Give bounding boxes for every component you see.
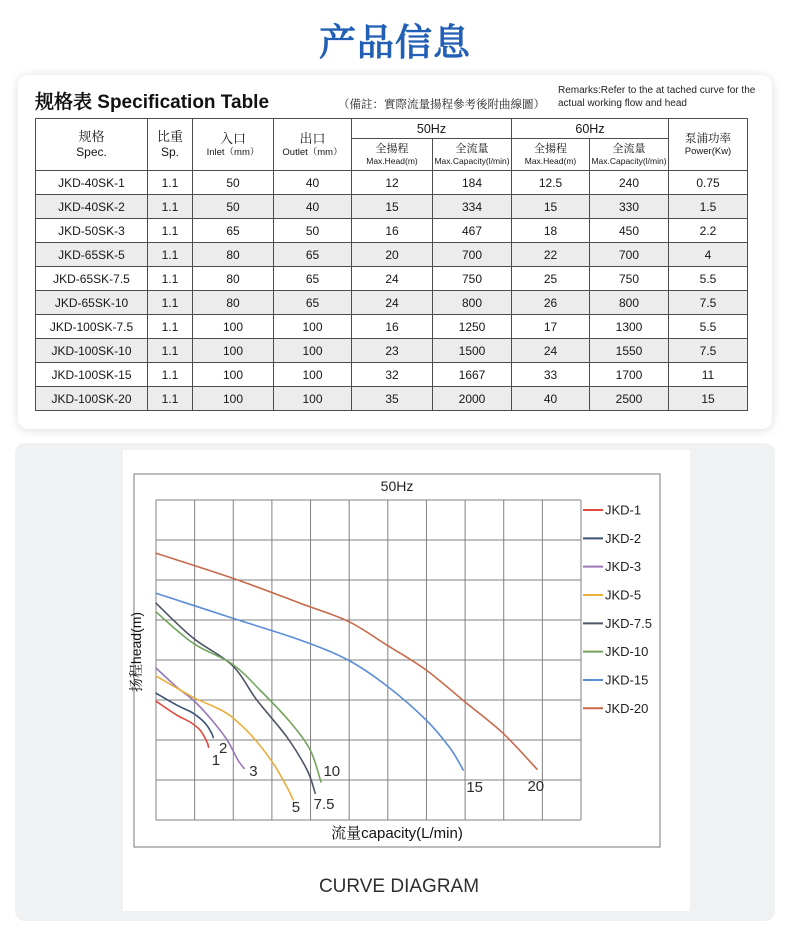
spec-value-cell: 1.1 (148, 195, 193, 219)
spec-value-cell: 24 (352, 267, 433, 291)
col-header-60hz-capacity: 全流量 Max.Capacity(l/min) (590, 139, 669, 171)
legend-label-JKD-10: JKD-10 (605, 644, 649, 660)
spec-value-cell: 1.1 (148, 291, 193, 315)
spec-model-cell: JKD-100SK-10 (36, 339, 148, 363)
spec-value-cell: 100 (274, 363, 352, 387)
legend-label-JKD-1: JKD-1 (605, 502, 642, 518)
spec-value-cell: 100 (193, 363, 274, 387)
y-axis-label: 扬程head(m) (128, 611, 144, 693)
spec-model-cell: JKD-100SK-20 (36, 387, 148, 411)
spec-value-cell: 5.5 (669, 267, 748, 291)
spec-value-cell: 50 (193, 171, 274, 195)
spec-value-cell: 65 (274, 291, 352, 315)
spec-value-cell: 1550 (590, 339, 669, 363)
spec-value-cell: 25 (512, 267, 590, 291)
spec-value-cell: 18 (512, 219, 590, 243)
col-header-60hz: 60Hz (512, 119, 669, 139)
spec-value-cell: 7.5 (669, 291, 748, 315)
spec-table-title: 规格表 Specification Table (35, 92, 270, 113)
spec-model-cell: JKD-65SK-5 (36, 243, 148, 267)
spec-value-cell: 17 (512, 315, 590, 339)
spec-model-cell: JKD-100SK-7.5 (36, 315, 148, 339)
spec-value-cell: 1.1 (148, 267, 193, 291)
col-header-sp: 比重 Sp. (148, 119, 193, 171)
spec-value-cell: 2000 (433, 387, 512, 411)
legend-label-JKD-7.5: JKD-7.5 (605, 615, 652, 631)
spec-value-cell: 80 (193, 291, 274, 315)
page-title: 产品信息 (319, 22, 471, 63)
spec-value-cell: 50 (274, 219, 352, 243)
spec-value-cell: 1.1 (148, 171, 193, 195)
curve-end-label-JKD-2: 2 (219, 740, 228, 757)
spec-model-cell: JKD-50SK-3 (36, 219, 148, 243)
spec-row (36, 195, 748, 219)
spec-row (36, 315, 748, 339)
spec-value-cell: 100 (193, 387, 274, 411)
spec-value-cell: 20 (352, 243, 433, 267)
spec-value-cell: 1.1 (148, 243, 193, 267)
spec-model-cell: JKD-65SK-10 (36, 291, 148, 315)
col-header-50hz-head: 全揚程 Max.Head(m) (352, 139, 433, 171)
pump-curve-chart (123, 450, 690, 911)
col-header-inlet: 入口 Inlet（mm） (193, 119, 274, 171)
spec-model-cell: JKD-100SK-15 (36, 363, 148, 387)
spec-value-cell: 35 (352, 387, 433, 411)
col-header-50hz-capacity: 全流量 Max.Capacity(l/min) (433, 139, 512, 171)
spec-value-cell: 334 (433, 195, 512, 219)
spec-value-cell: 1.1 (148, 339, 193, 363)
spec-value-cell: 15 (669, 387, 748, 411)
spec-value-cell: 80 (193, 267, 274, 291)
spec-value-cell: 65 (193, 219, 274, 243)
spec-value-cell: 800 (433, 291, 512, 315)
spec-value-cell: 1250 (433, 315, 512, 339)
spec-value-cell: 24 (352, 291, 433, 315)
spec-table-remark-en (558, 85, 758, 110)
spec-value-cell: 5.5 (669, 315, 748, 339)
x-axis-label: 流量capacity(L/min) (331, 825, 463, 842)
spec-value-cell: 700 (590, 243, 669, 267)
curve-end-label-JKD-5: 5 (291, 799, 301, 817)
spec-value-cell: 12.5 (512, 171, 590, 195)
remark-en-line2: actual working flow and head (558, 97, 687, 109)
spec-value-cell: 24 (512, 339, 590, 363)
spec-value-cell: 450 (590, 219, 669, 243)
spec-value-cell: 240 (590, 171, 669, 195)
col-header-outlet: 出口 Outlet（mm） (274, 119, 352, 171)
spec-value-cell: 1667 (433, 363, 512, 387)
chart-title: 50Hz (380, 478, 414, 494)
col-header-60hz-head: 全揚程 Max.Head(m) (512, 139, 590, 171)
legend-label-JKD-20: JKD-20 (605, 700, 649, 716)
spec-value-cell: 750 (433, 267, 512, 291)
spec-value-cell: 7.5 (669, 339, 748, 363)
spec-value-cell: 100 (193, 315, 274, 339)
spec-value-cell: 26 (512, 291, 590, 315)
spec-value-cell: 40 (512, 387, 590, 411)
spec-value-cell: 12 (352, 171, 433, 195)
curve-end-label-JKD-1: 1 (211, 752, 221, 769)
spec-row (36, 267, 748, 291)
spec-value-cell: 2500 (590, 387, 669, 411)
spec-value-cell: 11 (669, 363, 748, 387)
col-header-power: 泵浦功率 Power(Kw) (669, 119, 748, 171)
spec-value-cell: 1.1 (148, 219, 193, 243)
spec-row (36, 171, 748, 195)
spec-value-cell: 32 (352, 363, 433, 387)
spec-value-cell: 15 (352, 195, 433, 219)
remark-en-line1: Remarks:Refer to the at tached curve for the (558, 85, 756, 96)
spec-value-cell: 100 (274, 315, 352, 339)
spec-row (36, 243, 748, 267)
spec-value-cell: 750 (590, 267, 669, 291)
spec-value-cell: 4 (669, 243, 748, 267)
spec-table-card (18, 75, 772, 429)
spec-row (36, 219, 748, 243)
spec-value-cell: 50 (193, 195, 274, 219)
spec-value-cell: 22 (512, 243, 590, 267)
spec-model-cell: JKD-40SK-1 (36, 171, 148, 195)
spec-value-cell: 1.1 (148, 315, 193, 339)
spec-row (36, 291, 748, 315)
specification-table (35, 118, 748, 411)
spec-value-cell: 1.1 (148, 387, 193, 411)
spec-value-cell: 65 (274, 243, 352, 267)
spec-value-cell: 1700 (590, 363, 669, 387)
col-header-spec: 规格 Spec. (36, 119, 148, 171)
spec-value-cell: 15 (512, 195, 590, 219)
spec-value-cell: 0.75 (669, 171, 748, 195)
curve-diagram-card (15, 443, 775, 921)
spec-table-remark-zh: （備註：實際流量揚程參考後附曲線圖） (338, 99, 545, 111)
legend-label-JKD-5: JKD-5 (605, 587, 642, 603)
legend-label-JKD-2: JKD-2 (605, 530, 642, 546)
spec-value-cell: 23 (352, 339, 433, 363)
spec-value-cell: 184 (433, 171, 512, 195)
spec-row (36, 363, 748, 387)
spec-value-cell: 40 (274, 195, 352, 219)
spec-value-cell: 700 (433, 243, 512, 267)
chart-caption: CURVE DIAGRAM (318, 876, 480, 897)
spec-value-cell: 1500 (433, 339, 512, 363)
spec-model-cell: JKD-40SK-2 (36, 195, 148, 219)
spec-row (36, 339, 748, 363)
spec-value-cell: 2.2 (669, 219, 748, 243)
curve-end-label-JKD-15: 15 (466, 779, 484, 797)
spec-value-cell: 40 (274, 171, 352, 195)
curve-end-label-JKD-20: 20 (527, 778, 545, 795)
spec-value-cell: 100 (274, 339, 352, 363)
spec-value-cell: 330 (590, 195, 669, 219)
spec-value-cell: 1.1 (148, 363, 193, 387)
chart-panel (123, 450, 690, 911)
spec-value-cell: 100 (193, 339, 274, 363)
spec-value-cell: 467 (433, 219, 512, 243)
curve-end-label-JKD-3: 3 (249, 763, 258, 781)
curve-end-label-JKD-10: 10 (323, 763, 341, 781)
spec-value-cell: 100 (274, 387, 352, 411)
spec-value-cell: 16 (352, 219, 433, 243)
spec-value-cell: 33 (512, 363, 590, 387)
spec-value-cell: 1300 (590, 315, 669, 339)
spec-value-cell: 800 (590, 291, 669, 315)
curve-end-label-JKD-7.5: 7.5 (313, 796, 335, 813)
spec-row (36, 387, 748, 411)
spec-model-cell: JKD-65SK-7.5 (36, 267, 148, 291)
spec-value-cell: 16 (352, 315, 433, 339)
spec-value-cell: 65 (274, 267, 352, 291)
legend-label-JKD-3: JKD-3 (605, 559, 642, 575)
col-header-50hz: 50Hz (352, 119, 512, 139)
spec-value-cell: 80 (193, 243, 274, 267)
legend-label-JKD-15: JKD-15 (605, 672, 649, 688)
spec-value-cell: 1.5 (669, 195, 748, 219)
